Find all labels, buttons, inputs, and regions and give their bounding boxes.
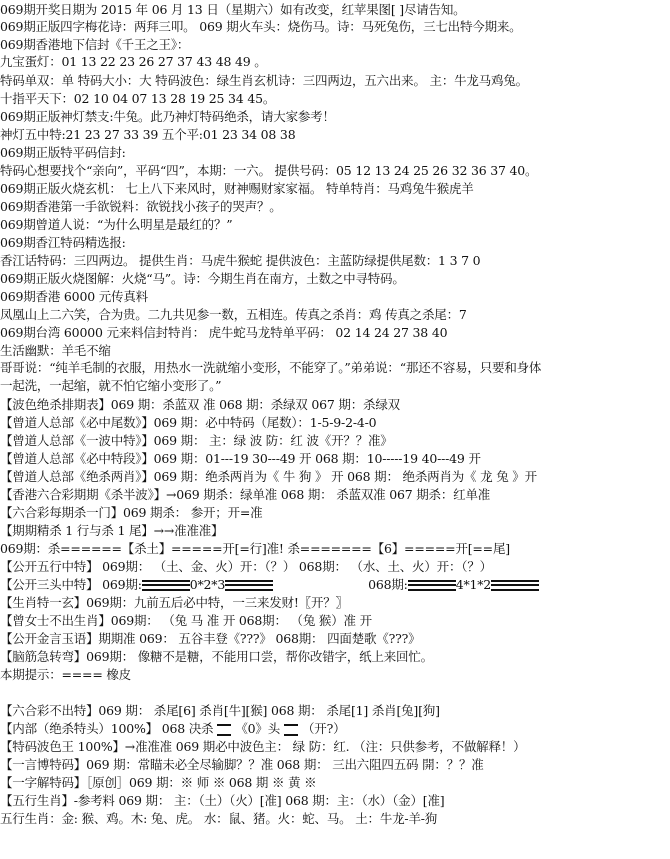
text-line-18: 凤凰山上二六笑，合为贵。二九共见参一数，五相连。传真之杀肖：鸡 传真之杀尾：7: [0, 307, 467, 322]
text-line-3: 069期香港地下信封《千王之王》：: [0, 37, 190, 52]
thick-bar-icon: [491, 580, 539, 591]
text-line-8: 神灯五中特:21 23 27 33 39 五个平:01 23 34 08 38: [0, 127, 296, 142]
text-line-10: 特码心想要找个“亲向”，平码“四”，本期：一六。 提供号码：05 12 13 24 25 26 32 36 37 40。: [0, 163, 538, 178]
text-line-43: 【一言博特码】069 期：常瞄未必全尽输脚？？准 068 期： 三出六阻四五码 開：？？准: [0, 757, 484, 772]
text-line-12: 069期香港第一手欲锐料：欲锐找小孩子的哭声？。: [0, 199, 282, 214]
line-33-068: 068期:: [368, 577, 408, 592]
line-33-label: 【公开三头中特】 069期:: [0, 577, 142, 592]
text-line-5: 特码单双：单 特码大小：大 特码波色：绿生肖玄机诗：三四两边，五六出来。 主：牛龙马鸡兔。: [0, 73, 528, 88]
text-line-32: 【公开五行中特】 069期： （土、金、火）开：（？） 068期： （水、土、火）开：（？）: [0, 559, 492, 574]
line-33-mid: 0*2*3: [189, 577, 226, 592]
text-line-4: 九宝蛋灯：01 13 22 23 26 27 37 43 48 49 。: [0, 54, 267, 69]
thick-bar-icon: [408, 580, 456, 591]
text-line-34: 【生肖特一玄】069期：九前五后必中特，一三来发财!〖开？〗: [0, 595, 348, 610]
line-41-label: 【内部（绝杀特头）100%】 068 决杀: [0, 721, 214, 736]
text-line-21: 哥哥说：“纯羊毛制的衣服，用热水一洗就缩小变形，不能穿了。”弟弟说：“那还不容易，只要和身体: [0, 360, 542, 375]
text-line-24: 【曾道人总部《必中尾数》】069 期：必中特码（尾数）：1-5-9-2-4-0: [0, 415, 377, 430]
text-line-13: 069期曾道人说：“为什么明星是最红的？”: [0, 217, 233, 232]
text-line-37: 【脑筋急转弯】069期： 像糖不是糖，不能用口尝，帮你改错字，纸上来回忙。: [0, 649, 433, 664]
text-line-25: 【曾道人总部《一波中特》】069 期： 主：绿 波 防：红 波《开？？准》: [0, 433, 393, 448]
text-line-28: 【香港六合彩期期《杀半波》】→069 期杀：绿单准 068 期： 杀蓝双准 067 期杀：红单准: [0, 487, 491, 502]
text-line-20: 生活幽默：羊毛不缩: [0, 343, 111, 358]
line-41-tail: 《0》头: [235, 721, 280, 736]
text-line-27: 【曾道人总部《绝杀两肖》】069 期：绝杀两肖为《 牛 狗 》 开 068 期： 绝杀两肖为《 龙 兔 》开: [0, 469, 537, 484]
double-bar-icon: [217, 724, 231, 736]
text-line-1: 069期开奖日期为 2015 年 06 月 13 日（星期六）如有改变，红苹果图[ ]尽请告知。: [0, 2, 466, 17]
text-line-26: 【曾道人总部《必中特段》】069 期：01---19 30---49 开 068 期：10-----19 40---49 开: [0, 451, 481, 466]
text-line-33: [0, 576, 539, 593]
text-line-38: 本期提示：==== 橡皮: [0, 667, 131, 682]
text-line-46: 五行生肖：金: 猴、鸡。木: 兔、虎。 水：鼠、猪。火：蛇、马。 土：牛龙-羊-狗: [0, 811, 438, 826]
text-line-2: 069期正版四字梅花诗：两拜三叩。 069 期火车头：烧伤马。诗：马死兔伤，三七出特今期来。: [0, 19, 522, 34]
double-bar-icon: [284, 724, 298, 736]
text-line-42: 【特码波色王 100%】→准准准 069 期必中波色主： 绿 防：红. （注：只供参考，不做解释！）: [0, 739, 526, 754]
text-line-16: 069期正版火烧图解：火烧“马”。诗：今期生肖在南方，土数之中寻特码。: [0, 271, 405, 286]
text-line-23: 【波色绝杀排期表】069 期：杀蓝双 准 068 期：杀绿双 067 期：杀绿双: [0, 397, 400, 412]
text-line-44: 【一字解特码】［原创］069 期：※ 师 ※ 068 期 ※ 黄 ※: [0, 775, 317, 790]
text-line-35: 【曾女士不出生肖】069期： （兔 马 准 开 068期： （兔 猴）准 开: [0, 613, 372, 628]
line-41-open: （开?）: [302, 721, 346, 736]
text-line-15: 香江话特码：三四两边。 提供生肖：马虎牛猴蛇 提供波色：主蓝防绿提供尾数：1 3 7 0: [0, 253, 481, 268]
text-line-30: 【期期精杀 1 行与杀 1 尾】→→准准准】: [0, 523, 224, 538]
text-line-41: [0, 720, 345, 737]
text-line-22: 一起洗，一起缩，就不怕它缩小变形了。”: [0, 378, 222, 393]
text-line-11: 069期正版火烧玄机： 七上八下来风时，财神赐财家家福。 特单特肖：马鸡兔牛猴虎羊: [0, 181, 474, 196]
text-line-14: 069期香江特码精选报:: [0, 235, 126, 250]
text-line-31: 069期：杀======【杀土】=====开[=行]准! 杀=======【6】=====开[==尾]: [0, 541, 510, 556]
text-line-36: 【公开金言玉语】期期准 069： 五谷丰登《???》 068期： 四面楚歌《???》: [0, 631, 421, 646]
text-line-29: 【六合彩每期杀一门】069 期杀： 参开；开=准: [0, 505, 263, 520]
text-line-45: 【五行生肖】-参考料 069 期： 主：（土）（火）[准] 068 期：主：（水）（金）[准]: [0, 793, 445, 808]
text-line-17: 069期香港 6000 元传真料: [0, 289, 148, 304]
text-line-19: 069期台湾 60000 元来料信封特肖： 虎牛蛇马龙特单平码： 02 14 24 27 38 40: [0, 325, 448, 340]
thick-bar-icon: [142, 580, 190, 591]
text-line-7: 069期正版神灯禁支:牛兔。此乃神灯特码绝杀，请大家参考！: [0, 109, 335, 124]
thick-bar-icon: [225, 580, 273, 591]
text-line-6: 十指平天下：02 10 04 07 13 28 19 25 34 45。: [0, 91, 276, 106]
text-line-9: 069期正版特平码信封:: [0, 145, 126, 160]
text-line-40: 【六合彩不出特】069 期： 杀尾[6] 杀肖[牛][猴] 068 期： 杀尾[1] 杀肖[兔][狗]: [0, 703, 440, 718]
line-33-right: 4*1*2: [455, 577, 492, 592]
